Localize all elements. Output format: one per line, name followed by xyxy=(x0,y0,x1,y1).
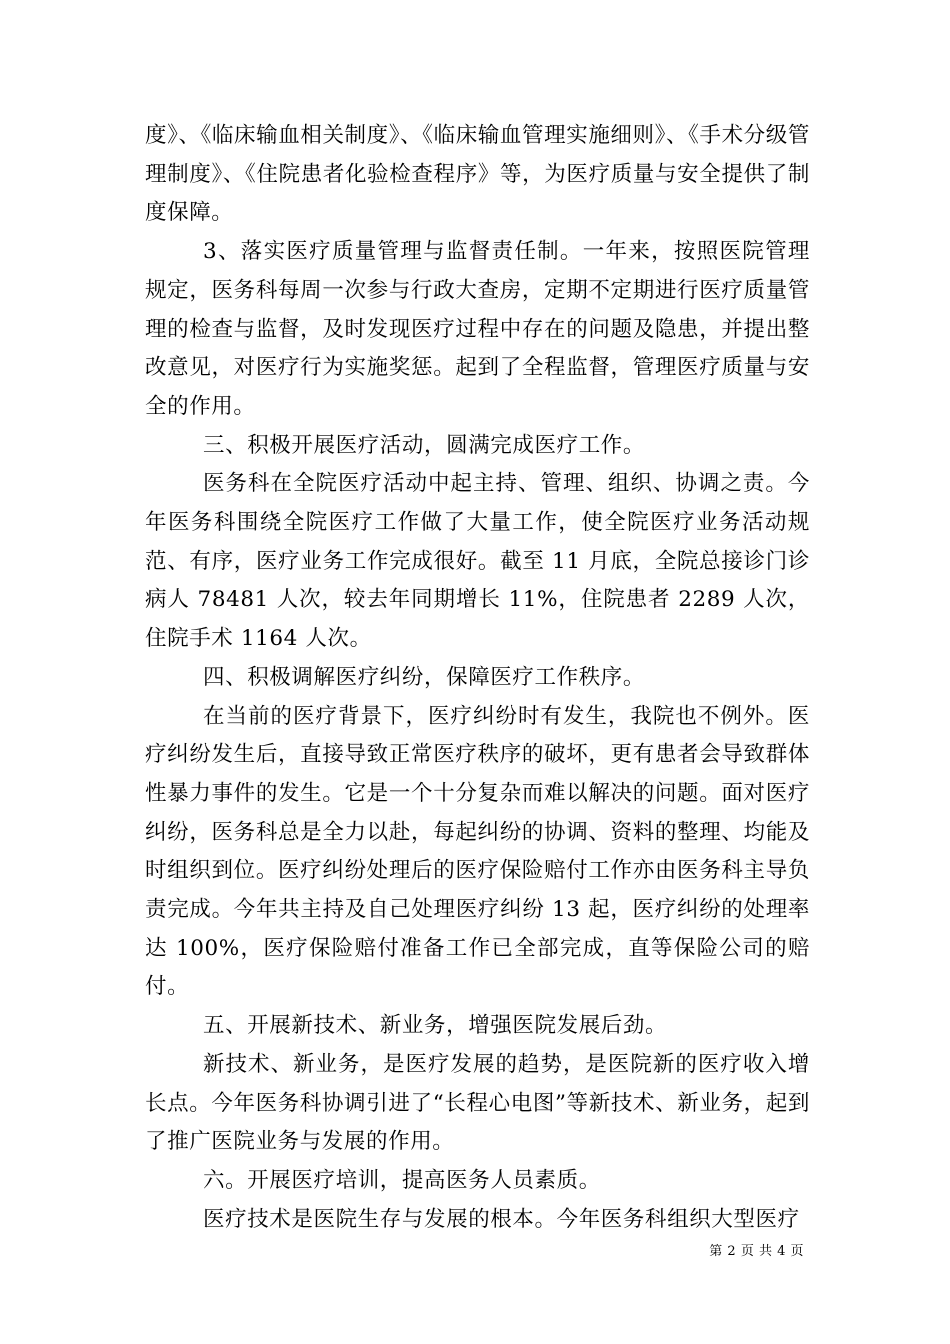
section-heading-6: 六。开展医疗培训，提高医务人员素质。 xyxy=(203,1167,601,1193)
document-body xyxy=(145,117,810,1239)
section-heading-5: 五、开展新技术、新业务，增强医院发展后劲。 xyxy=(203,1013,668,1039)
paragraph-section-3: 医务科在全院医疗活动中起主持、管理、组织、协调之责。今年医务科围绕全院医疗工作做了大量工作，使全院医疗业务活动规范、有序，医疗业务工作完成很好。截至 11 月底，全院总接诊门诊病人 78481 人次，较去年同期增长 11%，住院患者 2289 人次，住院手术 1164 人次。 xyxy=(145,471,810,652)
page-number: 第 2 页 共 4 页 xyxy=(709,1244,804,1259)
section-heading-3: 三、积极开展医疗活动，圆满完成医疗工作。 xyxy=(203,432,646,458)
paragraph-section-6: 医疗技术是医院生存与发展的根本。今年医务科组织大型医疗 xyxy=(203,1206,800,1232)
paragraph-continuation: 度》、《临床输血相关制度》、《临床输血管理实施细则》、《手术分级管理制度》、《住院患者化验检查程序》等，为医疗质量与安全提供了制度保障。 xyxy=(145,123,810,226)
paragraph-item-3: 3、落实医疗质量管理与监督责任制。一年来，按照医院管理规定，医务科每周一次参与行政大查房，定期不定期进行医疗质量管理的检查与监督，及时发现医疗过程中存在的问题及隐患，并提出整改意见，对医疗行为实施奖惩。起到了全程监督，管理医疗质量与安全的作用。 xyxy=(145,239,810,419)
paragraph-section-4: 在当前的医疗背景下，医疗纠纷时有发生，我院也不例外。医疗纠纷发生后，直接导致正常医疗秩序的破坏，更有患者会导致群体性暴力事件的发生。它是一个十分复杂而难以解决的问题。面对医疗纠纷，医务科总是全力以赴，每起纠纷的协调、资料的整理、均能及时组织到位。医疗纠纷处理后的医疗保险赔付工作亦由医务科主导负责完成。今年共主持及自己处理医疗纠纷 13 起，医疗纠纷的处理率达 100%，医疗保险赔付准备工作已全部完成，直等保险公司的赔付。 xyxy=(145,703,810,1000)
section-heading-4: 四、积极调解医疗纠纷，保障医疗工作秩序。 xyxy=(203,664,646,690)
paragraph-section-5: 新技术、新业务，是医疗发展的趋势，是医院新的医疗收入增长点。今年医务科协调引进了“长程心电图”等新技术、新业务，起到了推广医院业务与发展的作用。 xyxy=(145,1051,810,1155)
